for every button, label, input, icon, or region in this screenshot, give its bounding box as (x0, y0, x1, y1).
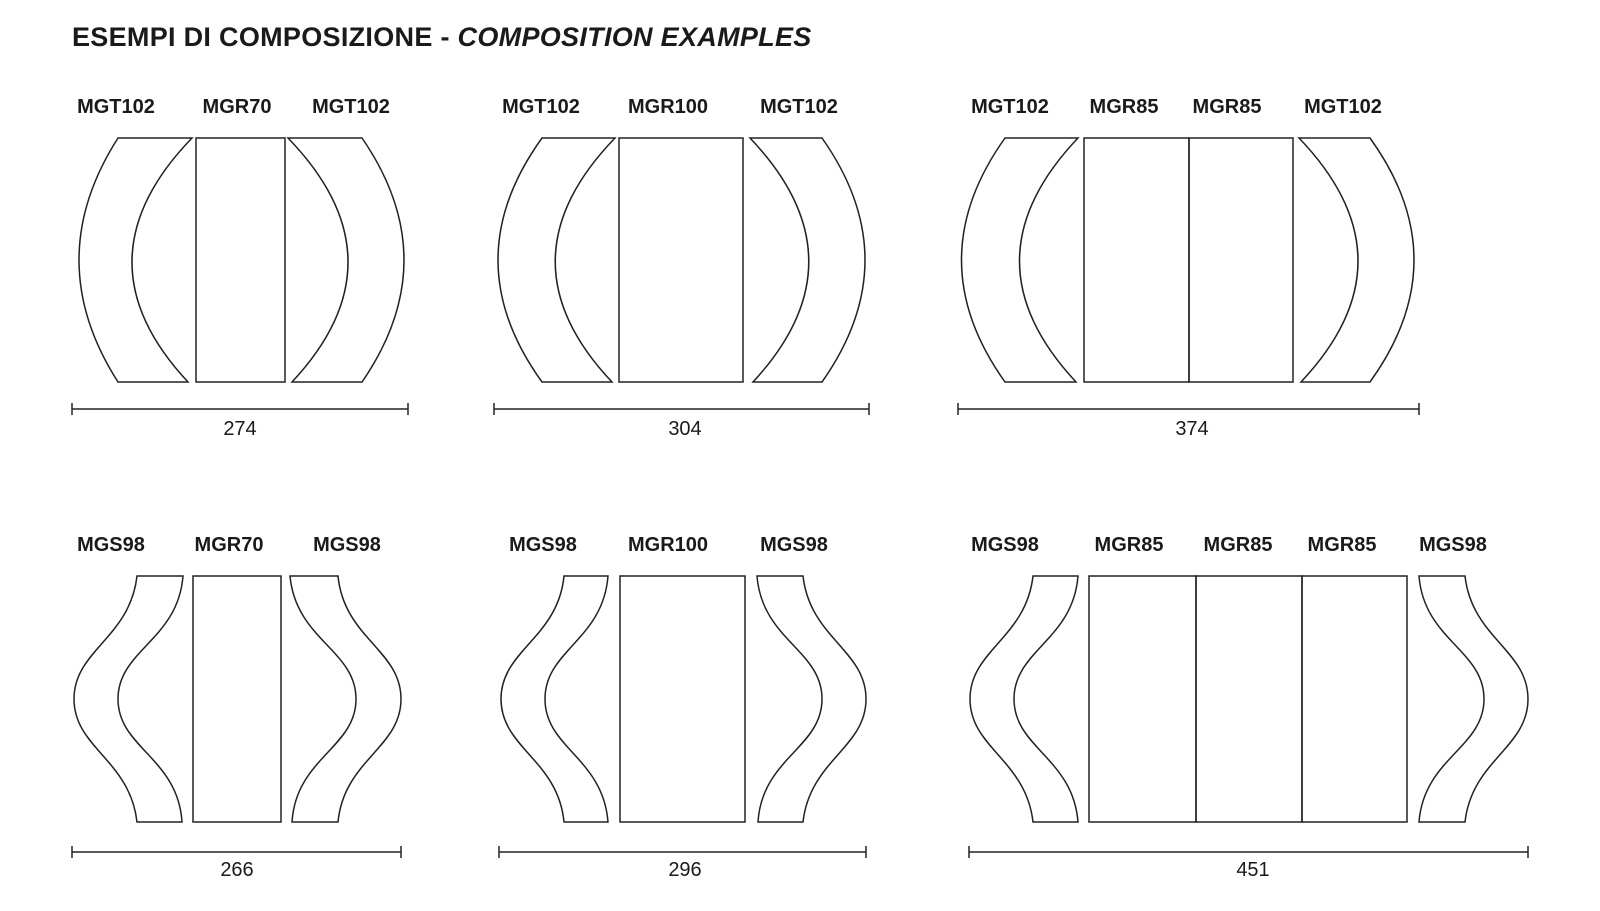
module-mgs98-right (290, 576, 401, 822)
dimension-line (72, 403, 408, 415)
module-label: MGR100 (627, 534, 709, 556)
dimension-line (958, 403, 1419, 415)
module-mgr85 (1196, 576, 1302, 822)
module-label: MGR70 (202, 96, 272, 118)
dimension-value: 296 (668, 859, 702, 881)
module-label: MGS98 (1419, 534, 1487, 556)
module-label: MGS98 (760, 534, 828, 556)
module-mgs98-left (970, 576, 1078, 822)
module-label: MGR85 (1192, 96, 1262, 118)
module-mgt102-left (498, 138, 615, 382)
module-mgr70 (196, 138, 285, 382)
module-mgt102-right (750, 138, 865, 382)
module-label: MGR70 (194, 534, 264, 556)
module-mgs98-right (757, 576, 866, 822)
module-mgt102-right (288, 138, 404, 382)
module-mgr85 (1189, 138, 1293, 382)
dimension-value: 374 (1175, 418, 1209, 440)
module-mgt102-left (962, 138, 1079, 382)
module-mgr85 (1084, 138, 1189, 382)
dimension-line (494, 403, 869, 415)
module-mgt102-left (79, 138, 192, 382)
module-label: MGR85 (1089, 96, 1159, 118)
composition-4-plan (72, 576, 401, 858)
module-label: MGT102 (502, 96, 580, 118)
composition-1-plan (72, 138, 408, 415)
module-label: MGT102 (77, 96, 155, 118)
module-label: MGS98 (971, 534, 1039, 556)
module-label: MGR85 (1203, 534, 1273, 556)
module-label: MGT102 (760, 96, 838, 118)
module-mgs98-left (501, 576, 608, 822)
composition-2-plan (494, 138, 869, 415)
dimension-value: 274 (223, 418, 257, 440)
module-mgr100 (620, 576, 745, 822)
module-mgr70 (193, 576, 281, 822)
module-label: MGR85 (1307, 534, 1377, 556)
dimension-value: 266 (220, 859, 254, 881)
module-label: MGT102 (971, 96, 1049, 118)
module-mgs98-right (1419, 576, 1528, 822)
dimension-line (72, 846, 401, 858)
composition-5-plan (499, 576, 866, 858)
module-label: MGS98 (77, 534, 145, 556)
dimension-value: 304 (668, 418, 702, 440)
composition-6-plan (969, 576, 1528, 858)
module-label: MGT102 (1304, 96, 1382, 118)
composition-3-plan (958, 138, 1419, 415)
title-italian: ESEMPI DI COMPOSIZIONE - (72, 22, 458, 52)
module-mgr85 (1089, 576, 1196, 822)
module-label: MGR85 (1094, 534, 1164, 556)
module-mgr85 (1302, 576, 1407, 822)
module-label: MGS98 (313, 534, 381, 556)
title-english: COMPOSITION EXAMPLES (457, 22, 812, 52)
dimension-line (969, 846, 1528, 858)
dimension-value: 451 (1236, 859, 1270, 881)
module-mgt102-right (1299, 138, 1414, 382)
module-label: MGS98 (509, 534, 577, 556)
module-label: MGT102 (312, 96, 390, 118)
module-mgr100 (619, 138, 743, 382)
module-mgs98-left (74, 576, 183, 822)
module-label: MGR100 (627, 96, 709, 118)
dimension-line (499, 846, 866, 858)
